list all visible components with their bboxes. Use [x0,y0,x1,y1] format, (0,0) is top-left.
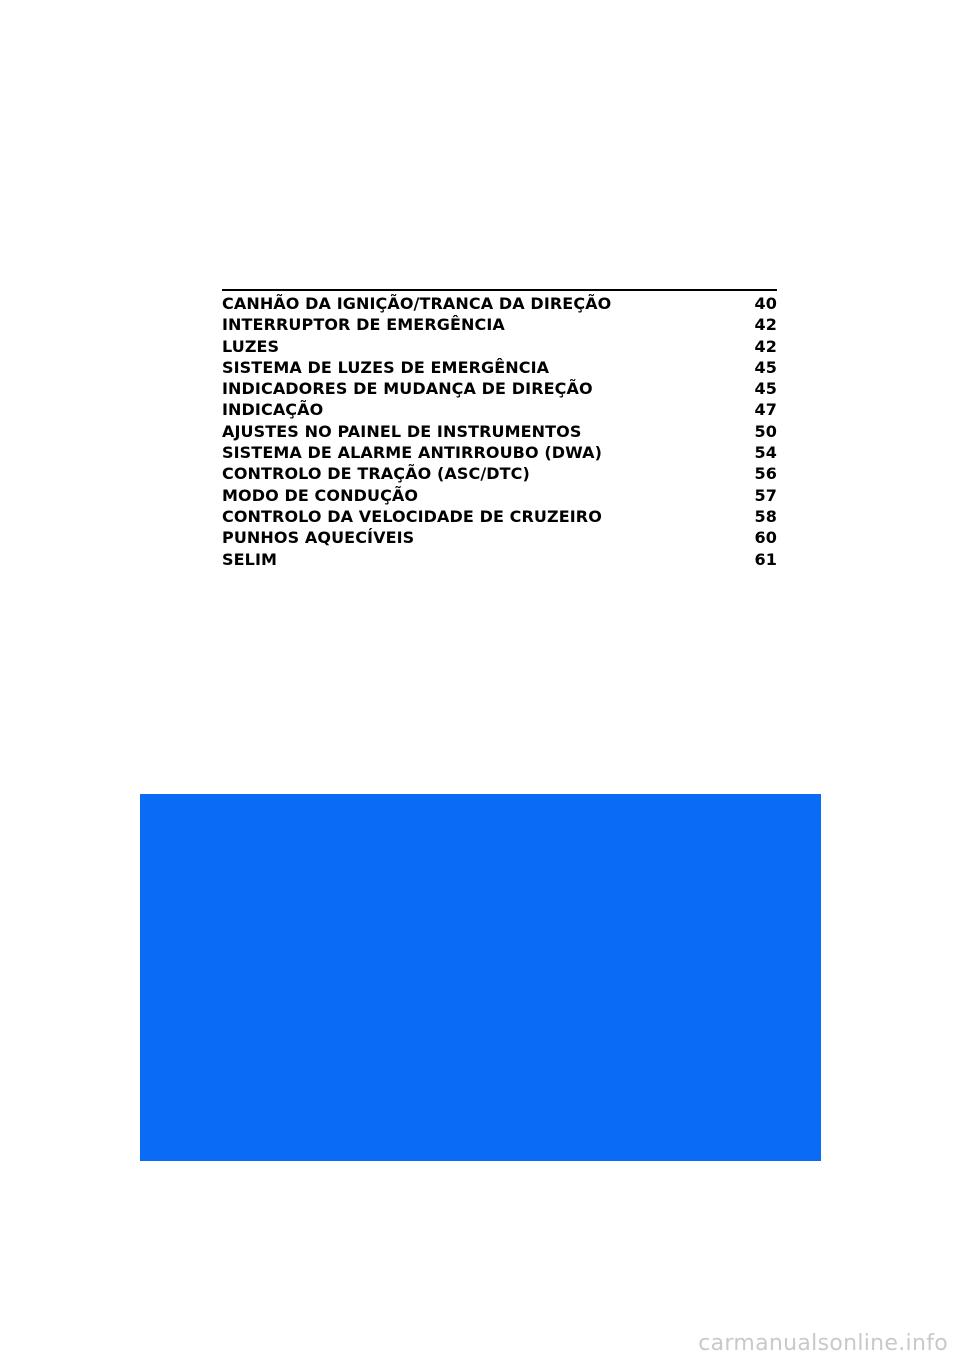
toc-entry-title: CONTROLO DA VELOCIDADE DE CRUZEIRO [222,506,602,526]
toc-entry[interactable] [222,293,777,314]
toc-entry-page: 45 [754,357,777,377]
toc-entry-title: AJUSTES NO PAINEL DE INSTRUMENTOS [222,421,582,441]
toc-entry-title: LUZES [222,336,280,356]
toc-entry-page: 42 [754,336,777,356]
toc-entry-title: MODO DE CONDUÇÃO [222,485,419,505]
toc-entry-page: 60 [754,528,777,548]
toc-entry-title: SELIM [222,549,278,569]
table-of-contents [222,289,777,570]
toc-entry-title: CONTROLO DE TRAÇÃO (ASC/DTC) [222,464,530,484]
toc-entry-page: 56 [754,464,777,484]
watermark-text: carmanualsonline.info [698,1331,948,1356]
toc-entry-page: 61 [754,549,777,569]
toc-entry[interactable] [222,421,777,442]
toc-entry-page: 40 [754,294,777,313]
toc-entry-page: 58 [754,506,777,526]
toc-entry-title: INTERRUPTOR DE EMERGÊNCIA [222,315,505,335]
toc-entry-page: 50 [754,421,777,441]
toc-entry[interactable] [222,463,777,484]
blue-panel [140,794,821,1161]
toc-entry[interactable] [222,485,777,506]
toc-entry-title: CANHÃO DA IGNIÇÃO/TRANCA DA DIREÇÃO [222,294,612,313]
toc-entry-title: SISTEMA DE ALARME ANTIRROUBO (DWA) [222,443,603,463]
toc-entry-page: 57 [754,485,777,505]
toc-entry[interactable] [222,506,777,527]
toc-entry[interactable] [222,442,777,463]
toc-entry-page: 47 [754,400,777,420]
toc-entry-title: INDICAÇÃO [222,400,324,420]
toc-entry-title: INDICADORES DE MUDANÇA DE DIREÇÃO [222,379,593,399]
toc-entry-title: PUNHOS AQUECÍVEIS [222,528,415,548]
toc-entry[interactable] [222,357,777,378]
toc-entry-page: 54 [754,443,777,463]
toc-entry[interactable] [222,549,777,570]
toc-entry[interactable] [222,314,777,335]
toc-entry[interactable] [222,527,777,548]
toc-entry[interactable] [222,336,777,357]
toc-entry[interactable] [222,378,777,399]
toc-entry-page: 45 [754,379,777,399]
toc-entry-title: SISTEMA DE LUZES DE EMERGÊNCIA [222,357,550,377]
toc-entry-page: 42 [754,315,777,335]
toc-entry[interactable] [222,399,777,420]
